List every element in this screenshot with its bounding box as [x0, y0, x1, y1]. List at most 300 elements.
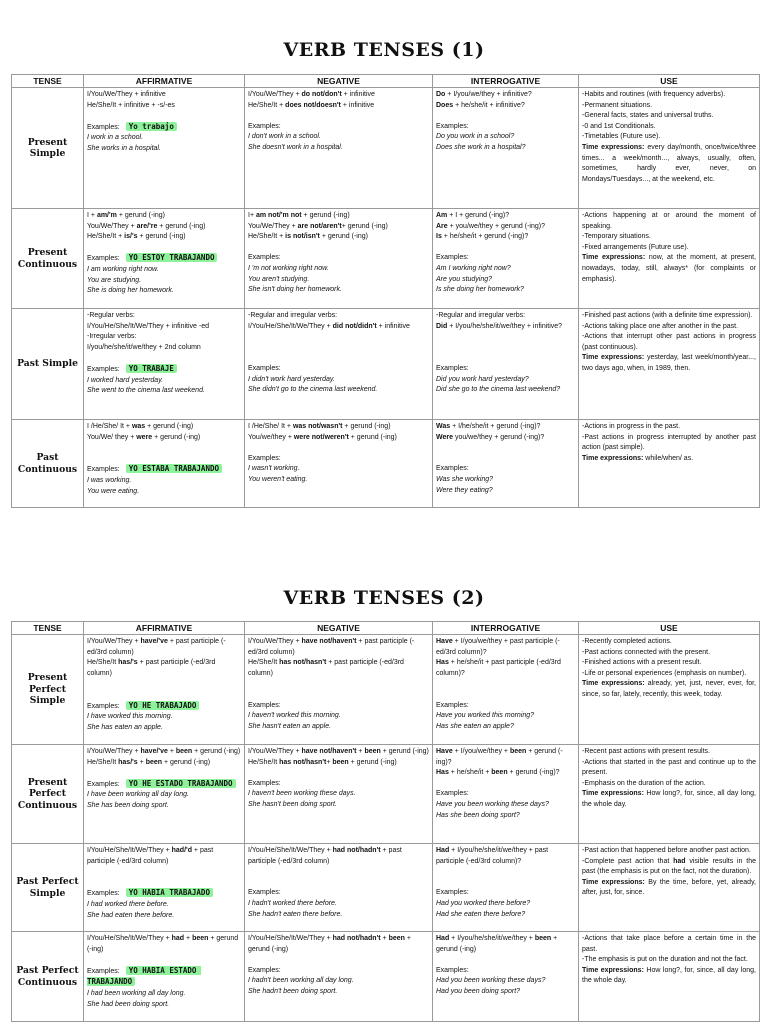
- spacer: [436, 454, 575, 465]
- use-item: -Past actions in progress interrupted by another past action (past simple).: [582, 433, 758, 452]
- verb-tenses-table: [11, 74, 760, 508]
- handwritten-translation-note: YO HE TRABAJADO: [126, 701, 200, 710]
- example-sentence: Have you been working these days?: [436, 800, 549, 808]
- keyword: has not/hasn't: [279, 758, 327, 766]
- keyword: has/'s: [118, 758, 138, 766]
- keyword: been: [332, 758, 349, 766]
- example-sentence: She hadn't been doing sport.: [248, 987, 338, 995]
- examples-label: Examples:: [436, 966, 469, 974]
- use-cell: [579, 88, 760, 209]
- interrogative-cell: [433, 932, 579, 1022]
- negative-cell: [245, 932, 433, 1022]
- example-sentence: I am working right now.: [87, 265, 159, 273]
- interrogative-cell: [433, 88, 579, 209]
- table-row: [12, 309, 760, 420]
- example-sentence: Had you worked there before?: [436, 899, 531, 907]
- keyword: am not/'m not: [255, 212, 302, 219]
- spacer: [87, 867, 241, 878]
- negative-cell: [245, 209, 433, 309]
- structure-line: Had + I/you/he/she/it/we/they + been + gerund (-ing): [436, 935, 560, 953]
- example-sentence: Do you work in a school?: [436, 133, 515, 141]
- keyword: Time expressions:: [582, 354, 645, 362]
- examples-label: Examples:: [248, 779, 281, 787]
- example-sentence: I hadn't been working all day long.: [248, 977, 354, 985]
- structure-line: He/She/It has/'s + been + gerund (-ing): [87, 758, 211, 766]
- spacer: [436, 332, 575, 343]
- tense-name: Present Perfect Simple: [12, 635, 84, 745]
- tense-name: Present Simple: [12, 88, 84, 209]
- example-sentence: I haven't worked this morning.: [248, 712, 341, 720]
- keyword: had/'d: [171, 847, 192, 854]
- structure-line: He/She/It has not/hasn't + past participle (-ed/3rd column): [248, 659, 406, 677]
- examples-label-text: Examples:: [87, 255, 120, 263]
- examples-label: Examples:: [436, 701, 469, 709]
- keyword: been: [145, 758, 163, 766]
- example-sentence: Has she eaten an apple?: [436, 722, 514, 730]
- spacer: [248, 443, 429, 454]
- example-sentence: She doesn't work in a hospital.: [248, 143, 343, 151]
- affirmative-cell: [84, 88, 245, 209]
- example-sentence: I wasn't working.: [248, 465, 300, 473]
- structure-line: You/we/they + were not/weren't + gerund (-ing): [248, 433, 397, 441]
- spacer: [248, 353, 429, 364]
- keyword: have not/haven't: [301, 638, 357, 645]
- spacer: [436, 243, 575, 254]
- use-item: -Actions that started in the past and continue up to the present.: [582, 758, 758, 777]
- use-item: -Recent past actions with present results.: [582, 748, 711, 755]
- structure-line: I/You/We/They + have/'ve + been + gerund (-ing): [87, 748, 241, 755]
- examples-label: Examples:: [248, 889, 281, 897]
- keyword: has/'s: [118, 659, 138, 667]
- structure-line: Is + he/she/it + gerund (-ing)?: [436, 233, 529, 241]
- spacer: [436, 443, 575, 454]
- example-sentence: Had she eaten there before?: [436, 910, 526, 918]
- spacer: [436, 343, 575, 354]
- structure-line: -Irregular verbs:: [87, 333, 137, 341]
- keyword: been: [388, 935, 405, 942]
- keyword: Time expressions:: [582, 790, 644, 798]
- structure-line: I/you/he/she/it/we/they + 2nd column: [87, 343, 201, 351]
- examples-label-text: Examples:: [87, 780, 120, 788]
- keyword: Time expressions:: [582, 143, 645, 151]
- example-sentence: I haven't been working these days.: [248, 790, 356, 798]
- use-item: Time expressions: How long?, for, since, all day long, the whole day.: [582, 966, 758, 985]
- tense-name: Past Simple: [12, 309, 84, 420]
- structure-line: Am + I + gerund (-ing)?: [436, 212, 510, 219]
- structure-line: He/She/It + does not/doesn't + infinitive: [248, 101, 375, 109]
- page-title: VERB TENSES (2): [283, 587, 485, 609]
- negative-cell: [245, 844, 433, 932]
- use-item: -Fixed arrangements (Future use).: [582, 243, 689, 251]
- use-item: -Recently completed actions.: [582, 638, 672, 645]
- keyword: are not/aren't: [297, 222, 342, 230]
- keyword: Do: [436, 91, 446, 98]
- example-sentence: I was working.: [87, 476, 132, 484]
- use-item: Time expressions: yesterday, last week/month/year..., two days ago, when, in 1989, then.: [582, 354, 758, 372]
- handwritten-translation-note: YO HABIA ESTADO TRABAJANDO: [87, 965, 201, 987]
- use-item: Time expressions: every day/month, once/twice/three times... a week/month..., always, usually, often, sometimes, hardly ever, never, on Mondays/Tuesdays..., at the weekend, etc.: [582, 143, 758, 183]
- keyword: Time expressions:: [582, 966, 644, 974]
- examples-label: [87, 122, 241, 134]
- use-item: -Actions that interrupt other past actions in progress (past continuous).: [582, 333, 758, 351]
- structure-line: I/You/He/She/It/We/They + had not/hadn't + past participle (-ed/3rd column): [248, 847, 404, 865]
- column-header: INTERROGATIVE: [433, 622, 579, 635]
- structure-line: He/She/It + is not/isn't + gerund (-ing): [248, 233, 368, 241]
- column-header: NEGATIVE: [245, 75, 433, 88]
- example-sentence: She had eaten there before.: [87, 911, 175, 919]
- spacer: [436, 779, 575, 790]
- affirmative-cell: [84, 420, 245, 508]
- spacer: [87, 955, 241, 966]
- structure-line: Did + I/you/he/she/it/we/they + infinitive?: [436, 322, 563, 330]
- handwritten-translation-note: Yo trabajo: [126, 122, 177, 131]
- structure-line: He/She/It + is/'s + gerund (-ing): [87, 233, 186, 241]
- examples-label: Examples:: [248, 122, 281, 130]
- interrogative-cell: [433, 745, 579, 844]
- interrogative-cell: [433, 635, 579, 745]
- structure-line: I /He/She/ It + was + gerund (-ing): [87, 423, 194, 430]
- examples-label: [87, 464, 241, 476]
- verb-tenses-table: [11, 621, 760, 1022]
- example-sentence: She is doing her homework.: [87, 287, 174, 295]
- keyword: have not/haven't: [301, 748, 357, 755]
- use-item: -Actions in progress in the past.: [582, 423, 681, 430]
- tense-name: Past Continuous: [12, 420, 84, 508]
- use-cell: [579, 209, 760, 309]
- example-sentence: Does she work in a hospital?: [436, 143, 526, 151]
- keyword: Time expressions:: [582, 680, 645, 688]
- keyword: Time expressions:: [582, 878, 645, 886]
- examples-label: [87, 779, 241, 791]
- keyword: Has: [436, 659, 449, 667]
- negative-cell: [245, 635, 433, 745]
- use-cell: [579, 745, 760, 844]
- handwritten-translation-note: YO HE ESTADO TRABAJANDO: [126, 779, 236, 788]
- examples-label: [87, 364, 241, 376]
- keyword: Time expressions:: [582, 454, 644, 462]
- spacer: [436, 878, 575, 889]
- column-header: TENSE: [12, 622, 84, 635]
- example-sentence: I work in a school.: [87, 134, 144, 142]
- examples-label: Examples:: [436, 889, 469, 897]
- table-row: [12, 88, 760, 209]
- use-item: -Timetables (Future use).: [582, 133, 661, 141]
- example-sentence: She works in a hospital.: [87, 144, 161, 152]
- use-item: -0 and 1st Conditionals.: [582, 122, 656, 130]
- structure-line: I + am/'m + gerund (-ing): [87, 212, 165, 219]
- tense-name: Past Perfect Continuous: [12, 932, 84, 1022]
- spacer: [87, 353, 241, 364]
- column-header: TENSE: [12, 75, 84, 88]
- structure-line: I/You/He/She/It/We/They + had/'d + past participle (-ed/3rd column): [87, 847, 216, 865]
- spacer: [248, 690, 429, 701]
- examples-label-text: Examples:: [87, 466, 120, 474]
- example-sentence: You were eating.: [87, 487, 140, 495]
- column-header: NEGATIVE: [245, 622, 433, 635]
- keyword: been: [509, 748, 527, 755]
- table-row: [12, 635, 760, 745]
- interrogative-cell: [433, 209, 579, 309]
- affirmative-cell: [84, 635, 245, 745]
- example-sentence: I hadn't worked there before.: [248, 899, 337, 907]
- example-sentence: Has she been doing sport?: [436, 811, 520, 819]
- example-sentence: She had been doing sport.: [87, 1000, 170, 1008]
- keyword: Have: [436, 638, 453, 645]
- example-sentence: Is she doing her homework?: [436, 286, 524, 294]
- use-item: -Emphasis on the duration of the action.: [582, 779, 706, 787]
- examples-label: Examples:: [436, 254, 469, 262]
- spacer: [248, 768, 429, 779]
- use-item: -Past actions connected with the present.: [582, 648, 711, 656]
- column-header: INTERROGATIVE: [433, 75, 579, 88]
- example-sentence: I 'm not working right now.: [248, 264, 329, 272]
- examples-label: [87, 253, 241, 265]
- use-item: Time expressions: How long?, for, since, all day long, the whole day.: [582, 790, 758, 808]
- example-sentence: She hasn't eaten an apple.: [248, 722, 332, 730]
- spacer: [436, 955, 575, 966]
- spacer: [248, 343, 429, 354]
- keyword: been: [534, 935, 552, 942]
- examples-label: Examples:: [436, 465, 469, 473]
- keyword: Are: [436, 222, 448, 230]
- table-row: [12, 420, 760, 508]
- examples-label: Examples:: [248, 364, 281, 372]
- examples-label-text: Examples:: [87, 890, 120, 898]
- column-header: AFFIRMATIVE: [84, 622, 245, 635]
- example-sentence: I don't work in a school.: [248, 133, 321, 141]
- keyword: did not/didn't: [332, 322, 377, 330]
- negative-cell: [245, 745, 433, 844]
- keyword: Has: [436, 769, 449, 777]
- interrogative-cell: [433, 844, 579, 932]
- examples-label-text: Examples:: [87, 365, 120, 373]
- use-item: Time expressions: now, at the moment, at present, nowadays, today, still, always* (for complaints or emphasis).: [582, 254, 758, 283]
- keyword: had not/hadn't: [332, 847, 381, 854]
- use-cell: [579, 635, 760, 745]
- examples-label: Examples:: [248, 254, 281, 262]
- keyword: had: [171, 935, 185, 942]
- keyword: Did: [436, 322, 448, 330]
- examples-label-text: Examples:: [87, 702, 120, 710]
- tense-name: Present Perfect Continuous: [12, 745, 84, 844]
- handwritten-translation-note: YO ESTOY TRABAJANDO: [126, 253, 218, 262]
- use-item: -General facts, states and universal truths.: [582, 112, 714, 120]
- examples-label: Examples:: [436, 122, 469, 130]
- example-sentence: Had you been working these days?: [436, 977, 546, 985]
- keyword: have/'ve: [140, 748, 168, 755]
- structure-line: I/You/We/They + infinitive: [87, 91, 166, 98]
- use-item: -Finished actions with a present result.: [582, 659, 702, 667]
- spacer: [248, 867, 429, 878]
- structure-line: Were you/we/they + gerund (-ing)?: [436, 433, 545, 441]
- structure-line: You/We/ they + were + gerund (-ing): [87, 433, 201, 441]
- example-sentence: She has been doing sport.: [87, 801, 169, 809]
- keyword: has not/hasn't: [279, 659, 327, 667]
- spacer: [436, 690, 575, 701]
- example-sentence: She has eaten an apple.: [87, 723, 163, 731]
- structure-line: I/You/We/They + have not/haven't + past participle (-ed/3rd column): [248, 638, 415, 656]
- example-sentence: You aren't studying.: [248, 275, 310, 283]
- examples-label: Examples:: [436, 364, 469, 372]
- structure-line: I/You/We/They + do not/don't + infinitive: [248, 91, 375, 98]
- structure-line: He/She/It has not/hasn't+ been + gerund (-ing): [248, 758, 397, 766]
- interrogative-cell: [433, 420, 579, 508]
- examples-label: Examples:: [248, 454, 281, 462]
- use-item: -Actions taking place one after another in the past.: [582, 322, 739, 330]
- negative-cell: [245, 309, 433, 420]
- keyword: had not/hadn't: [332, 935, 381, 942]
- table-row: [12, 745, 760, 844]
- keyword: Had: [436, 935, 450, 942]
- keyword: Is: [436, 233, 442, 241]
- structure-line: I+ am not/'m not + gerund (-ing): [248, 212, 350, 219]
- spacer: [248, 679, 429, 690]
- use-item: -The emphasis is put on the duration and not the fact.: [582, 956, 748, 964]
- handwritten-translation-note: YO TRABAJE: [126, 364, 177, 373]
- keyword: Does: [436, 101, 454, 109]
- use-cell: [579, 932, 760, 1022]
- use-item: -Actions that take place before a certain time in the past.: [582, 935, 758, 953]
- keyword: Am: [436, 212, 448, 219]
- keyword: been: [192, 935, 209, 942]
- keyword: Had: [436, 847, 450, 854]
- example-sentence: I have been working all day long.: [87, 791, 189, 799]
- keyword: Time expressions:: [582, 254, 646, 262]
- affirmative-cell: [84, 932, 245, 1022]
- structure-line: Has + he/she/it + past participle (-ed/3rd column)?: [436, 659, 563, 677]
- structure-line: Had + I/you/he/she/it/we/they + past participle (-ed/3rd column)?: [436, 847, 551, 865]
- keyword: been: [175, 748, 193, 755]
- example-sentence: I didn't work hard yesterday.: [248, 375, 335, 383]
- spacer: [436, 867, 575, 878]
- example-sentence: Am I working right now?: [436, 264, 511, 272]
- column-header: USE: [579, 75, 760, 88]
- use-cell: [579, 844, 760, 932]
- example-sentence: Have you worked this morning?: [436, 712, 535, 720]
- spacer: [248, 955, 429, 966]
- affirmative-cell: [84, 209, 245, 309]
- spacer: [87, 243, 241, 254]
- keyword: does not/doesn't: [285, 101, 341, 109]
- keyword: was not/wasn't: [292, 423, 343, 430]
- structure-line: Have + I/you/we/they + been + gerund (-ing)?: [436, 748, 563, 766]
- structure-line: I/You/He/She/It/We/They + had + been + gerund (-ing): [87, 935, 241, 953]
- structure-line: I/You/We/They + have not/haven't + been + gerund (-ing): [248, 748, 429, 755]
- example-sentence: Had you been doing sport?: [436, 987, 521, 995]
- structure-line: I/You/He/She/It/We/They + infinitive -ed: [87, 322, 209, 330]
- example-sentence: I had been working all day long.: [87, 989, 186, 997]
- example-sentence: I worked hard yesterday.: [87, 376, 164, 384]
- example-sentence: You weren't eating.: [248, 475, 308, 483]
- handwritten-translation-note: YO ESTABA TRABAJANDO: [126, 464, 222, 473]
- spacer: [248, 332, 429, 343]
- structure-line: You/We/They + are/'re + gerund (-ing): [87, 222, 206, 230]
- use-item: -Complete past action that had visible results in the past (the emphasis is put on the fact, not the duration).: [582, 857, 758, 876]
- keyword: were: [136, 433, 153, 441]
- structure-line: Do + I/you/we/they + infinitive?: [436, 91, 532, 98]
- use-cell: [579, 420, 760, 508]
- example-sentence: Did you work hard yesterday?: [436, 375, 529, 383]
- keyword: do not/don't: [301, 91, 342, 98]
- keyword: am/'m: [96, 212, 117, 219]
- column-header: AFFIRMATIVE: [84, 75, 245, 88]
- affirmative-cell: [84, 745, 245, 844]
- affirmative-cell: [84, 309, 245, 420]
- examples-label-text: Examples:: [87, 123, 120, 131]
- example-sentence: Are you studying?: [436, 275, 493, 283]
- tense-name: Past Perfect Simple: [12, 844, 84, 932]
- handwritten-translation-note: YO HABIA TRABAJADO: [126, 888, 213, 897]
- examples-label: [87, 888, 241, 900]
- keyword: is not/isn't: [285, 233, 320, 241]
- negative-cell: [245, 88, 433, 209]
- structure-line: -Regular and irregular verbs:: [248, 312, 338, 319]
- keyword: is/'s: [124, 233, 138, 241]
- page-title: VERB TENSES (1): [283, 39, 485, 61]
- keyword: are/'re: [136, 222, 158, 230]
- table-row: [12, 932, 760, 1022]
- table-row: [12, 844, 760, 932]
- use-item: -Habits and routines (with frequency adverbs).: [582, 91, 726, 98]
- structure-line: I /He/She/ It + was not/wasn't + gerund (-ing): [248, 423, 391, 430]
- example-sentence: Was she working?: [436, 475, 494, 483]
- spacer: [248, 878, 429, 889]
- use-item: Time expressions: while/when/ as.: [582, 454, 694, 462]
- structure-line: I/You/We/They + have/'ve + past participle (-ed/3rd column): [87, 638, 226, 656]
- structure-line: Has + he/she/it + been + gerund (-ing)?: [436, 769, 560, 777]
- structure-line: He/She/It + infinitive + -s/-es: [87, 101, 175, 109]
- keyword: Have: [436, 748, 453, 755]
- spacer: [87, 768, 241, 779]
- example-sentence: She didn't go to the cinema last weekend.: [248, 386, 378, 394]
- keyword: have/'ve: [140, 638, 168, 645]
- example-sentence: She went to the cinema last weekend.: [87, 387, 205, 395]
- use-item: Time expressions: By the time, before, yet, already, after, just, for, since.: [582, 878, 758, 897]
- keyword: Was: [436, 423, 451, 430]
- spacer: [436, 111, 575, 122]
- structure-line: -Regular and irregular verbs:: [436, 312, 526, 319]
- structure-line: You/We/They + are not/aren't+ gerund (-ing): [248, 222, 388, 230]
- use-item: Time expressions: already, yet, just, never, ever, for, since, so far, lately, recently, this week, today.: [582, 680, 758, 698]
- spacer: [436, 679, 575, 690]
- example-sentence: You are studying.: [87, 276, 142, 284]
- use-cell: [579, 309, 760, 420]
- examples-label: [87, 966, 241, 989]
- structure-line: I/You/He/She/It/We/They + had not/hadn't + been + gerund (-ing): [248, 935, 413, 953]
- interrogative-cell: [433, 309, 579, 420]
- use-item: -Actions happening at or around the moment of speaking.: [582, 212, 758, 230]
- example-sentence: I had worked there before.: [87, 900, 169, 908]
- use-item: -Past action that happened before another past action.: [582, 847, 751, 854]
- structure-line: -Regular verbs:: [87, 312, 135, 319]
- use-item: -Temporary situations.: [582, 233, 651, 241]
- negative-cell: [245, 420, 433, 508]
- spacer: [248, 243, 429, 254]
- keyword: was: [131, 423, 146, 430]
- examples-label: [87, 701, 241, 713]
- spacer: [87, 443, 241, 454]
- keyword: been: [491, 769, 508, 777]
- spacer: [87, 454, 241, 465]
- keyword: been: [364, 748, 381, 755]
- structure-line: He/She/It has/'s + past participle (-ed/3rd column): [87, 659, 218, 677]
- examples-label-text: Examples:: [87, 967, 120, 975]
- examples-label: Examples:: [248, 701, 281, 709]
- example-sentence: I have worked this morning.: [87, 713, 173, 721]
- examples-label: Examples:: [436, 790, 469, 798]
- tense-name: Present Continuous: [12, 209, 84, 309]
- structure-line: Have + I/you/we/they + past participle (-ed/3rd column)?: [436, 638, 560, 656]
